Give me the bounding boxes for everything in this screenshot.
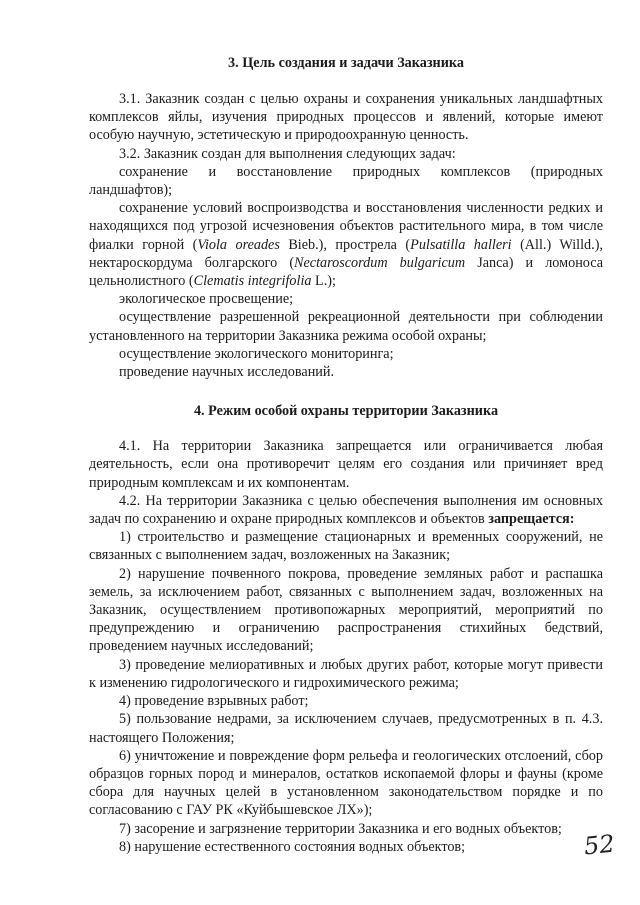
task-item: осуществление экологического мониторинга;: [119, 345, 394, 362]
prohibition-item: 8) нарушение естественного состояния водных объектов;: [119, 838, 466, 855]
latin-name: Nectaroscordum bulgaricum: [294, 254, 466, 271]
text-run: Janca) и ломоноса цельнолистного (: [89, 254, 604, 290]
prohibition-item: 6) уничтожение и повреждение форм рельефа и геологических отслоений, сбор образцов горных пород и минералов, остатков ископаемой флоры и фауны (кроме сбора для научных целей в установленном законодательством порядке и по согласованию с ГАУ РК «Куйбышевское ЛХ»);: [89, 747, 603, 819]
prohibition-item: 2) нарушение почвенного покрова, проведение земляных работ и распашка земель, за исключением работ, связанных с выполнением задач, возложенных на Заказник, осуществлением противопожарных мероприятий, мероприятий по предупреждению и ограничению распространения стихийных бедствий, проведением научных исследований;: [89, 565, 603, 655]
prohibition-item: 5) пользование недрами, за исключением случаев, предусмотренных в п. 4.3. настоящего Положения;: [89, 711, 603, 746]
prohibition-item: 4) проведение взрывных работ;: [119, 693, 309, 710]
task-item: экологическое просвещение;: [119, 291, 294, 308]
task-item: осуществление разрешенной рекреационной деятельности при соблюдении установленного на территории Заказника режима особой охраны;: [89, 309, 603, 344]
page-number: 52: [582, 829, 616, 861]
paragraph-3-2: 3.2. Заказник создан для выполнения следующих задач:: [119, 145, 456, 162]
prohibition-item: 1) строительство и размещение стационарных и временных сооружений, не связанных с выполнением задач, возложенных на Заказник;: [89, 529, 603, 564]
bold-term: запрещается:: [488, 511, 575, 528]
text-run: 4.2. На территории Заказника с целью обеспечения выполнения им основных задач по сохранению и охране природных комплексов и объектов: [89, 492, 603, 528]
latin-name: Clematis integrifolia: [193, 273, 312, 290]
text-run: Bieb.), прострела (: [279, 236, 411, 253]
task-item: проведение научных исследований.: [119, 364, 335, 381]
text-run: (All.) Willd.), нектароскордума болгарского (: [89, 236, 603, 271]
section-4-heading: 4. Режим особой охраны территории Заказника: [193, 403, 499, 420]
latin-name: Pulsatilla halleri: [410, 236, 512, 253]
section-3-heading: 3. Цель создания и задачи Заказника: [228, 55, 464, 71]
latin-name: Viola oreades: [197, 236, 280, 253]
text-run: L.);: [311, 273, 336, 290]
paragraph-4-2: [89, 492, 603, 528]
prohibition-item: 3) проведение мелиоративных и любых других работ, которые могут привести к изменению гидрологического и гидрохимического режима;: [89, 656, 603, 691]
task-item: сохранение и восстановление природных комплексов (природных ландшафтов);: [89, 163, 603, 199]
prohibition-item: 7) засорение и загрязнение территории Заказника и его водных объектов;: [119, 820, 562, 837]
task-item-species: [89, 199, 603, 290]
paragraph-4-1: 4.1. На территории Заказника запрещается или ограничивается любая деятельность, если она противоречит целям его создания или причиняет вред природным комплексам и их компонентам.: [89, 438, 603, 491]
paragraph-3-1: 3.1. Заказник создан с целью охраны и сохранения уникальных ландшафтных комплексов яйлы, изучения природных процессов и явлений, которые имеют особую научную, эстетическую и природоохранную ценность.: [89, 91, 603, 144]
text-run: сохранение условий воспроизводства и восстановления численности редких и находящихся под угрозой исчезновения объектов растительного мира, в том числе фиалки горной (: [89, 200, 603, 253]
document-page: [89, 54, 603, 856]
